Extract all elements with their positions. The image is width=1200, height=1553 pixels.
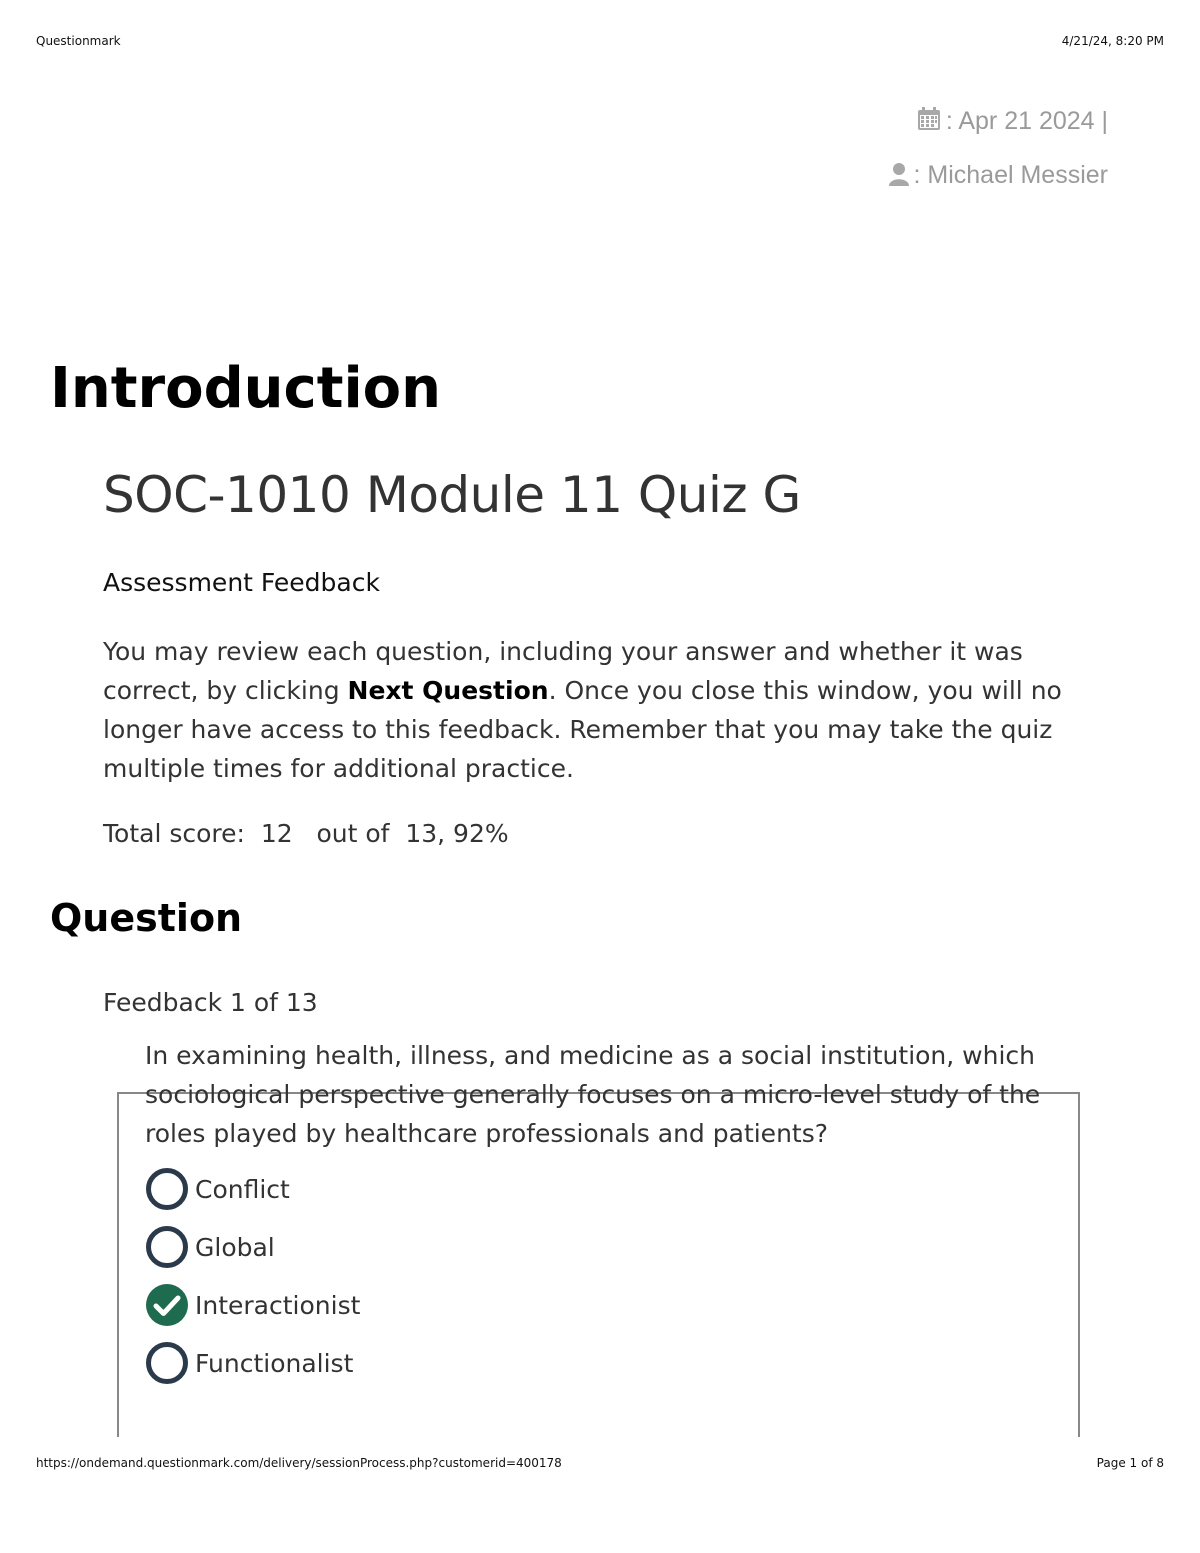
session-user-text: : Michael Messier bbox=[913, 161, 1108, 189]
print-footer-page: Page 1 of 8 bbox=[1096, 1456, 1164, 1470]
answer-option-label: Conflict bbox=[195, 1174, 290, 1204]
radio-empty-icon[interactable] bbox=[145, 1341, 189, 1385]
radio-empty-icon[interactable] bbox=[145, 1225, 189, 1269]
session-date bbox=[916, 106, 1108, 139]
next-question-bold: Next Question bbox=[347, 676, 549, 705]
print-footer-url: https://ondemand.questionmark.com/delivery/sessionProcess.php?customerid=400178 bbox=[36, 1456, 562, 1470]
answer-option-label: Global bbox=[195, 1232, 275, 1262]
print-header-site: Questionmark bbox=[36, 34, 121, 48]
answer-option-label: Interactionist bbox=[195, 1290, 361, 1320]
question-heading: Question bbox=[50, 896, 243, 940]
check-circle-icon[interactable] bbox=[145, 1283, 189, 1327]
user-icon bbox=[888, 162, 910, 193]
intro-heading: Introduction bbox=[50, 356, 442, 421]
session-user bbox=[888, 161, 1109, 193]
print-header-datetime: 4/21/24, 8:20 PM bbox=[1061, 34, 1164, 48]
session-date-text: : Apr 21 2024 | bbox=[945, 107, 1108, 135]
assessment-feedback-label: Assessment Feedback bbox=[103, 568, 380, 597]
radio-empty-icon[interactable] bbox=[145, 1167, 189, 1211]
instructions-after: . Once you close this window, you will no longer have access to this feedback. Remember that you may take the quiz multiple times for additional practice. bbox=[103, 676, 1062, 783]
question-text: In examining health, illness, and medicine as a social institution, which sociological perspective generally focuses on a micro-level study of the roles played by healthcare professionals and patients? bbox=[145, 1041, 1041, 1148]
answer-option-selected[interactable] bbox=[145, 1282, 360, 1328]
answer-option[interactable] bbox=[145, 1166, 290, 1212]
feedback-count: Feedback 1 of 13 bbox=[103, 988, 318, 1017]
calendar-icon bbox=[916, 106, 942, 139]
answer-option[interactable] bbox=[145, 1340, 353, 1386]
total-score: Total score: 12 out of 13, 92% bbox=[103, 819, 509, 848]
answer-option[interactable] bbox=[145, 1224, 275, 1270]
quiz-title: SOC-1010 Module 11 Quiz G bbox=[103, 466, 801, 524]
instructions bbox=[103, 632, 1093, 788]
instructions-before: You may review each question, including your answer and whether it was correct, by clicking bbox=[103, 637, 1023, 705]
answer-option-label: Functionalist bbox=[195, 1348, 354, 1378]
